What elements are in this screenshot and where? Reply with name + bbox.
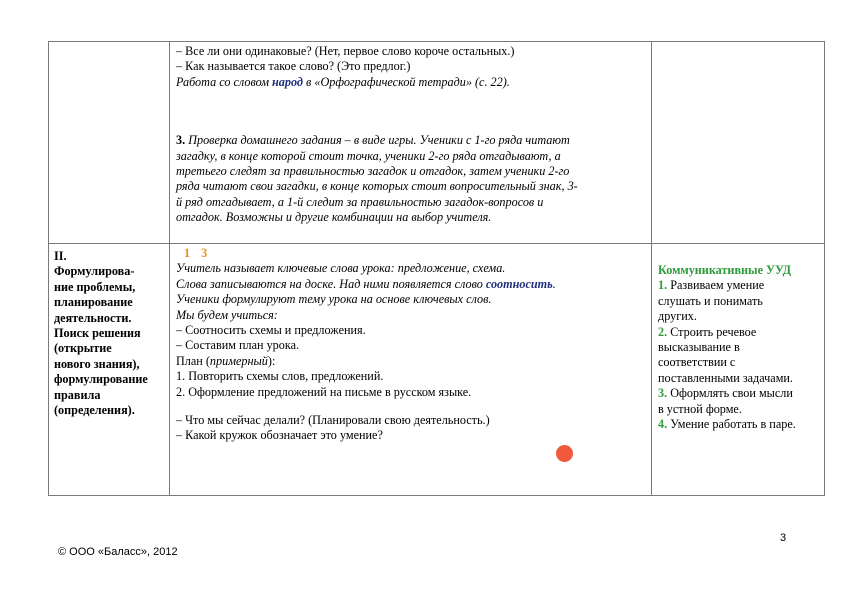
stage-line: ние проблемы, xyxy=(54,279,136,294)
stage-cell-empty xyxy=(49,42,170,244)
homework-text: Проверка домашнего задания – в виде игры. Ученики с 1-го ряда читают xyxy=(185,133,570,148)
homework-number: 3. xyxy=(176,133,186,148)
activity-cell xyxy=(170,244,652,496)
uud-num: 1. xyxy=(658,278,668,293)
uud-text: Оформлять свои мысли xyxy=(667,386,793,401)
plan-item: 2. Оформление предложений на письме в русском языке. xyxy=(176,384,472,399)
text-part: ): xyxy=(267,353,276,368)
text-part: примерный xyxy=(209,353,268,368)
uud-item xyxy=(658,386,818,401)
homework-line: третьего следят за правильностью загадок и отгадок, затем ученики 2-го xyxy=(176,164,570,179)
text-part: . xyxy=(552,276,556,291)
uud-item xyxy=(658,278,818,293)
page-number: 3 xyxy=(780,532,787,544)
lesson-table xyxy=(48,41,825,496)
text-part: Слова записываются на доске. Над ними появляется слово xyxy=(176,276,486,291)
uud-text: Развиваем умение xyxy=(667,278,765,293)
uud-text: Строить речевое xyxy=(667,324,757,339)
text-line: Ученики формулируют тему урока на основе ключевых слов. xyxy=(176,292,492,307)
text-line: – Составим план урока. xyxy=(176,338,300,353)
stage-line: Поиск решения xyxy=(54,326,141,341)
copyright-footer: © ООО «Баласс», 2012 xyxy=(58,546,178,558)
homework-line: отгадок. Возможны и другие комбинации на выбор учителя. xyxy=(176,210,492,225)
uud-cell-empty xyxy=(652,42,825,244)
table-row xyxy=(49,244,825,496)
uud-item xyxy=(658,417,818,432)
stage-line: (определения). xyxy=(54,403,135,418)
uud-text: других. xyxy=(658,309,697,324)
highlight-word: соотносить xyxy=(485,276,553,291)
work-line xyxy=(176,75,645,90)
plan-item: 1. Повторить схемы слов, предложений. xyxy=(176,369,384,384)
uud-cell xyxy=(652,244,825,496)
stage-cell xyxy=(49,244,170,496)
uud-text: высказывание в xyxy=(658,340,740,355)
text-part: План ( xyxy=(176,353,210,368)
homework-line: й ряд отгадывает, а 1-й следит за правильностью загадок-вопросов и xyxy=(176,194,544,209)
step-markers: 1 3 xyxy=(184,246,212,260)
stage-line: (открытие xyxy=(54,341,112,356)
uud-item xyxy=(658,325,818,340)
plan-line xyxy=(176,354,645,369)
question-line: – Что мы сейчас делали? (Планировали свою деятельность.) xyxy=(176,413,490,428)
circle-marker xyxy=(556,445,573,462)
stage-line: II. xyxy=(54,249,67,263)
stage-line: правила xyxy=(54,387,101,402)
activity-cell xyxy=(170,42,652,244)
uud-text: слушать и понимать xyxy=(658,293,763,308)
stage-line: планирование xyxy=(54,295,133,310)
dialog-line: – Как называется такое слово? (Это предлог.) xyxy=(176,59,411,74)
work-text: в «Орфографической тетради» (с. 22). xyxy=(302,74,510,89)
text-line: – Соотносить схемы и предложения. xyxy=(176,323,366,338)
text-line xyxy=(176,277,645,292)
homework-line: ряда читают свои загадки, в конце которых стоит вопросительный знак, 3- xyxy=(176,179,578,194)
text-line: Учитель называет ключевые слова урока: предложение, схема. xyxy=(176,261,506,276)
uud-num: 3. xyxy=(658,386,668,401)
stage-line: деятельности. xyxy=(54,310,132,325)
homework-line: загадку, в конце которой стоит точка, ученики 2-го ряда отгадывают, а xyxy=(176,148,561,163)
uud-num: 4. xyxy=(658,417,668,432)
homework-line xyxy=(176,133,645,148)
uud-text: в устной форме. xyxy=(658,401,742,416)
table-row xyxy=(49,42,825,244)
uud-text: соответствии с xyxy=(658,355,736,370)
highlight-word: народ xyxy=(272,74,303,89)
stage-line: формулирование xyxy=(54,372,148,387)
uud-title: Коммуникативные УУД xyxy=(658,263,792,277)
work-text: Работа со словом xyxy=(176,74,273,89)
uud-text: поставленными задачами. xyxy=(658,370,793,385)
question-line: – Какой кружок обозначает это умение? xyxy=(176,428,383,443)
text-line: Мы будем учиться: xyxy=(176,307,278,322)
stage-line: Формулирова- xyxy=(54,264,135,279)
stage-line: нового знания), xyxy=(54,356,140,371)
uud-num: 2. xyxy=(658,324,668,339)
uud-text: Умение работать в паре. xyxy=(667,417,796,432)
dialog-line: – Все ли они одинаковые? (Нет, первое слово короче остальных.) xyxy=(176,44,515,58)
